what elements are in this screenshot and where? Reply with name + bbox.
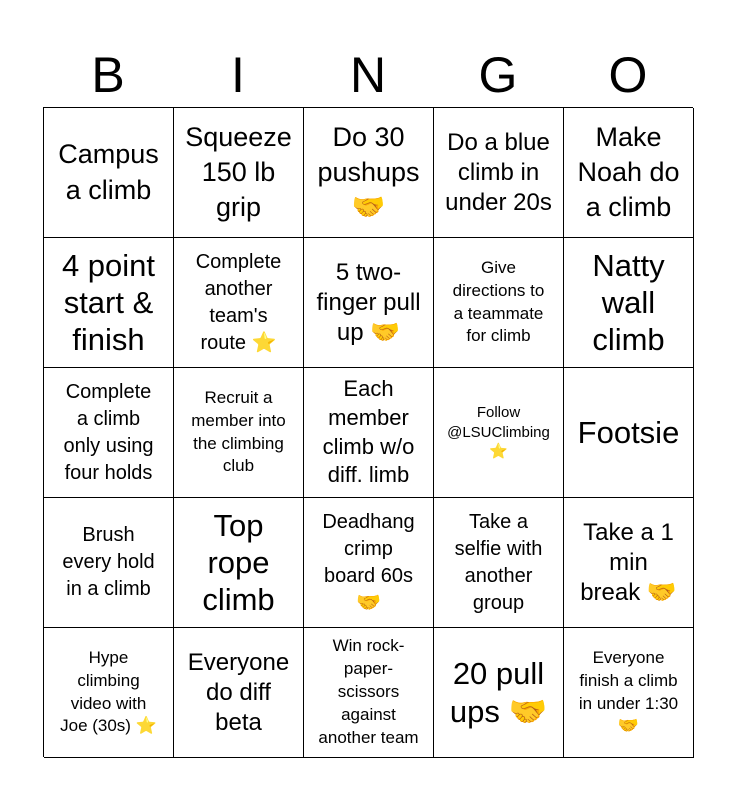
bingo-cell-11[interactable] (44, 368, 174, 498)
bingo-cell-5[interactable] (564, 108, 694, 238)
cell-text: Footsie (577, 414, 680, 450)
header-letter-i: I (231, 47, 245, 103)
bingo-cell-6[interactable] (44, 238, 174, 368)
cell-text: Follow @LSUClimbing ⭐ (447, 404, 550, 461)
bingo-cell-16[interactable] (44, 498, 174, 628)
cell-text: Brush every hold in a climb (62, 524, 155, 600)
cell-text: Take a selfie with another group (454, 510, 543, 614)
header-letter-g: G (478, 47, 518, 103)
bingo-cell-1[interactable] (44, 108, 174, 238)
cell-text: Complete a climb only using four holds (63, 380, 154, 484)
cell-text: Give directions to a teammate for climb (452, 257, 545, 346)
cell-text: Deadhang crimp board 60s 🤝 (322, 510, 415, 614)
bingo-cell-18[interactable] (304, 498, 434, 628)
bingo-cell-8[interactable] (304, 238, 434, 368)
bingo-cell-25[interactable] (564, 628, 694, 758)
cell-text: Win rock- paper- scissors against another team (318, 636, 419, 747)
bingo-header (43, 44, 693, 106)
cell-text: 5 two- finger pull up 🤝 (316, 258, 421, 346)
cell-text: Complete another team's route ⭐ (195, 250, 282, 354)
bingo-cell-7[interactable] (174, 238, 304, 368)
bingo-cell-19[interactable] (434, 498, 564, 628)
cell-text: Squeeze 150 lb grip (185, 121, 292, 223)
bingo-cell-12[interactable] (174, 368, 304, 498)
bingo-cell-20[interactable] (564, 498, 694, 628)
cell-text: Everyone finish a climb in under 1:30 🤝 (578, 647, 679, 736)
cell-text: Campus a climb (58, 139, 159, 205)
cell-text: 4 point start & finish (61, 247, 156, 358)
bingo-cell-15[interactable] (564, 368, 694, 498)
header-letter-b: B (91, 47, 125, 103)
cell-text: Everyone do diff beta (187, 648, 290, 736)
bingo-cell-2[interactable] (174, 108, 304, 238)
cell-text: Take a 1 min break 🤝 (580, 518, 677, 606)
bingo-cell-17[interactable] (174, 498, 304, 628)
bingo-cell-22[interactable] (174, 628, 304, 758)
cell-text: Make Noah do a climb (577, 121, 680, 223)
cell-text: Natty wall climb (592, 247, 665, 358)
cell-text: Top rope climb (202, 507, 275, 618)
bingo-cell-14[interactable] (434, 368, 564, 498)
bingo-cell-21[interactable] (44, 628, 174, 758)
cell-text: Each member climb w/o diff. limb (322, 376, 415, 488)
cell-text: 20 pull ups 🤝 (449, 656, 548, 729)
header-letter-o: O (608, 47, 648, 103)
bingo-cell-9[interactable] (434, 238, 564, 368)
bingo-board (43, 107, 693, 757)
cell-text: Do 30 pushups 🤝 (317, 121, 420, 223)
bingo-cell-23[interactable] (304, 628, 434, 758)
header-letter-n: N (349, 47, 387, 103)
bingo-cell-3[interactable] (304, 108, 434, 238)
cell-text: Do a blue climb in under 20s (445, 128, 552, 216)
bingo-cell-10[interactable] (564, 238, 694, 368)
cell-text: Recruit a member into the climbing club (191, 387, 286, 476)
bingo-cell-24[interactable] (434, 628, 564, 758)
cell-text: Hype climbing video with Joe (30s) ⭐ (60, 647, 157, 736)
bingo-cell-13[interactable] (304, 368, 434, 498)
bingo-cell-4[interactable] (434, 108, 564, 238)
